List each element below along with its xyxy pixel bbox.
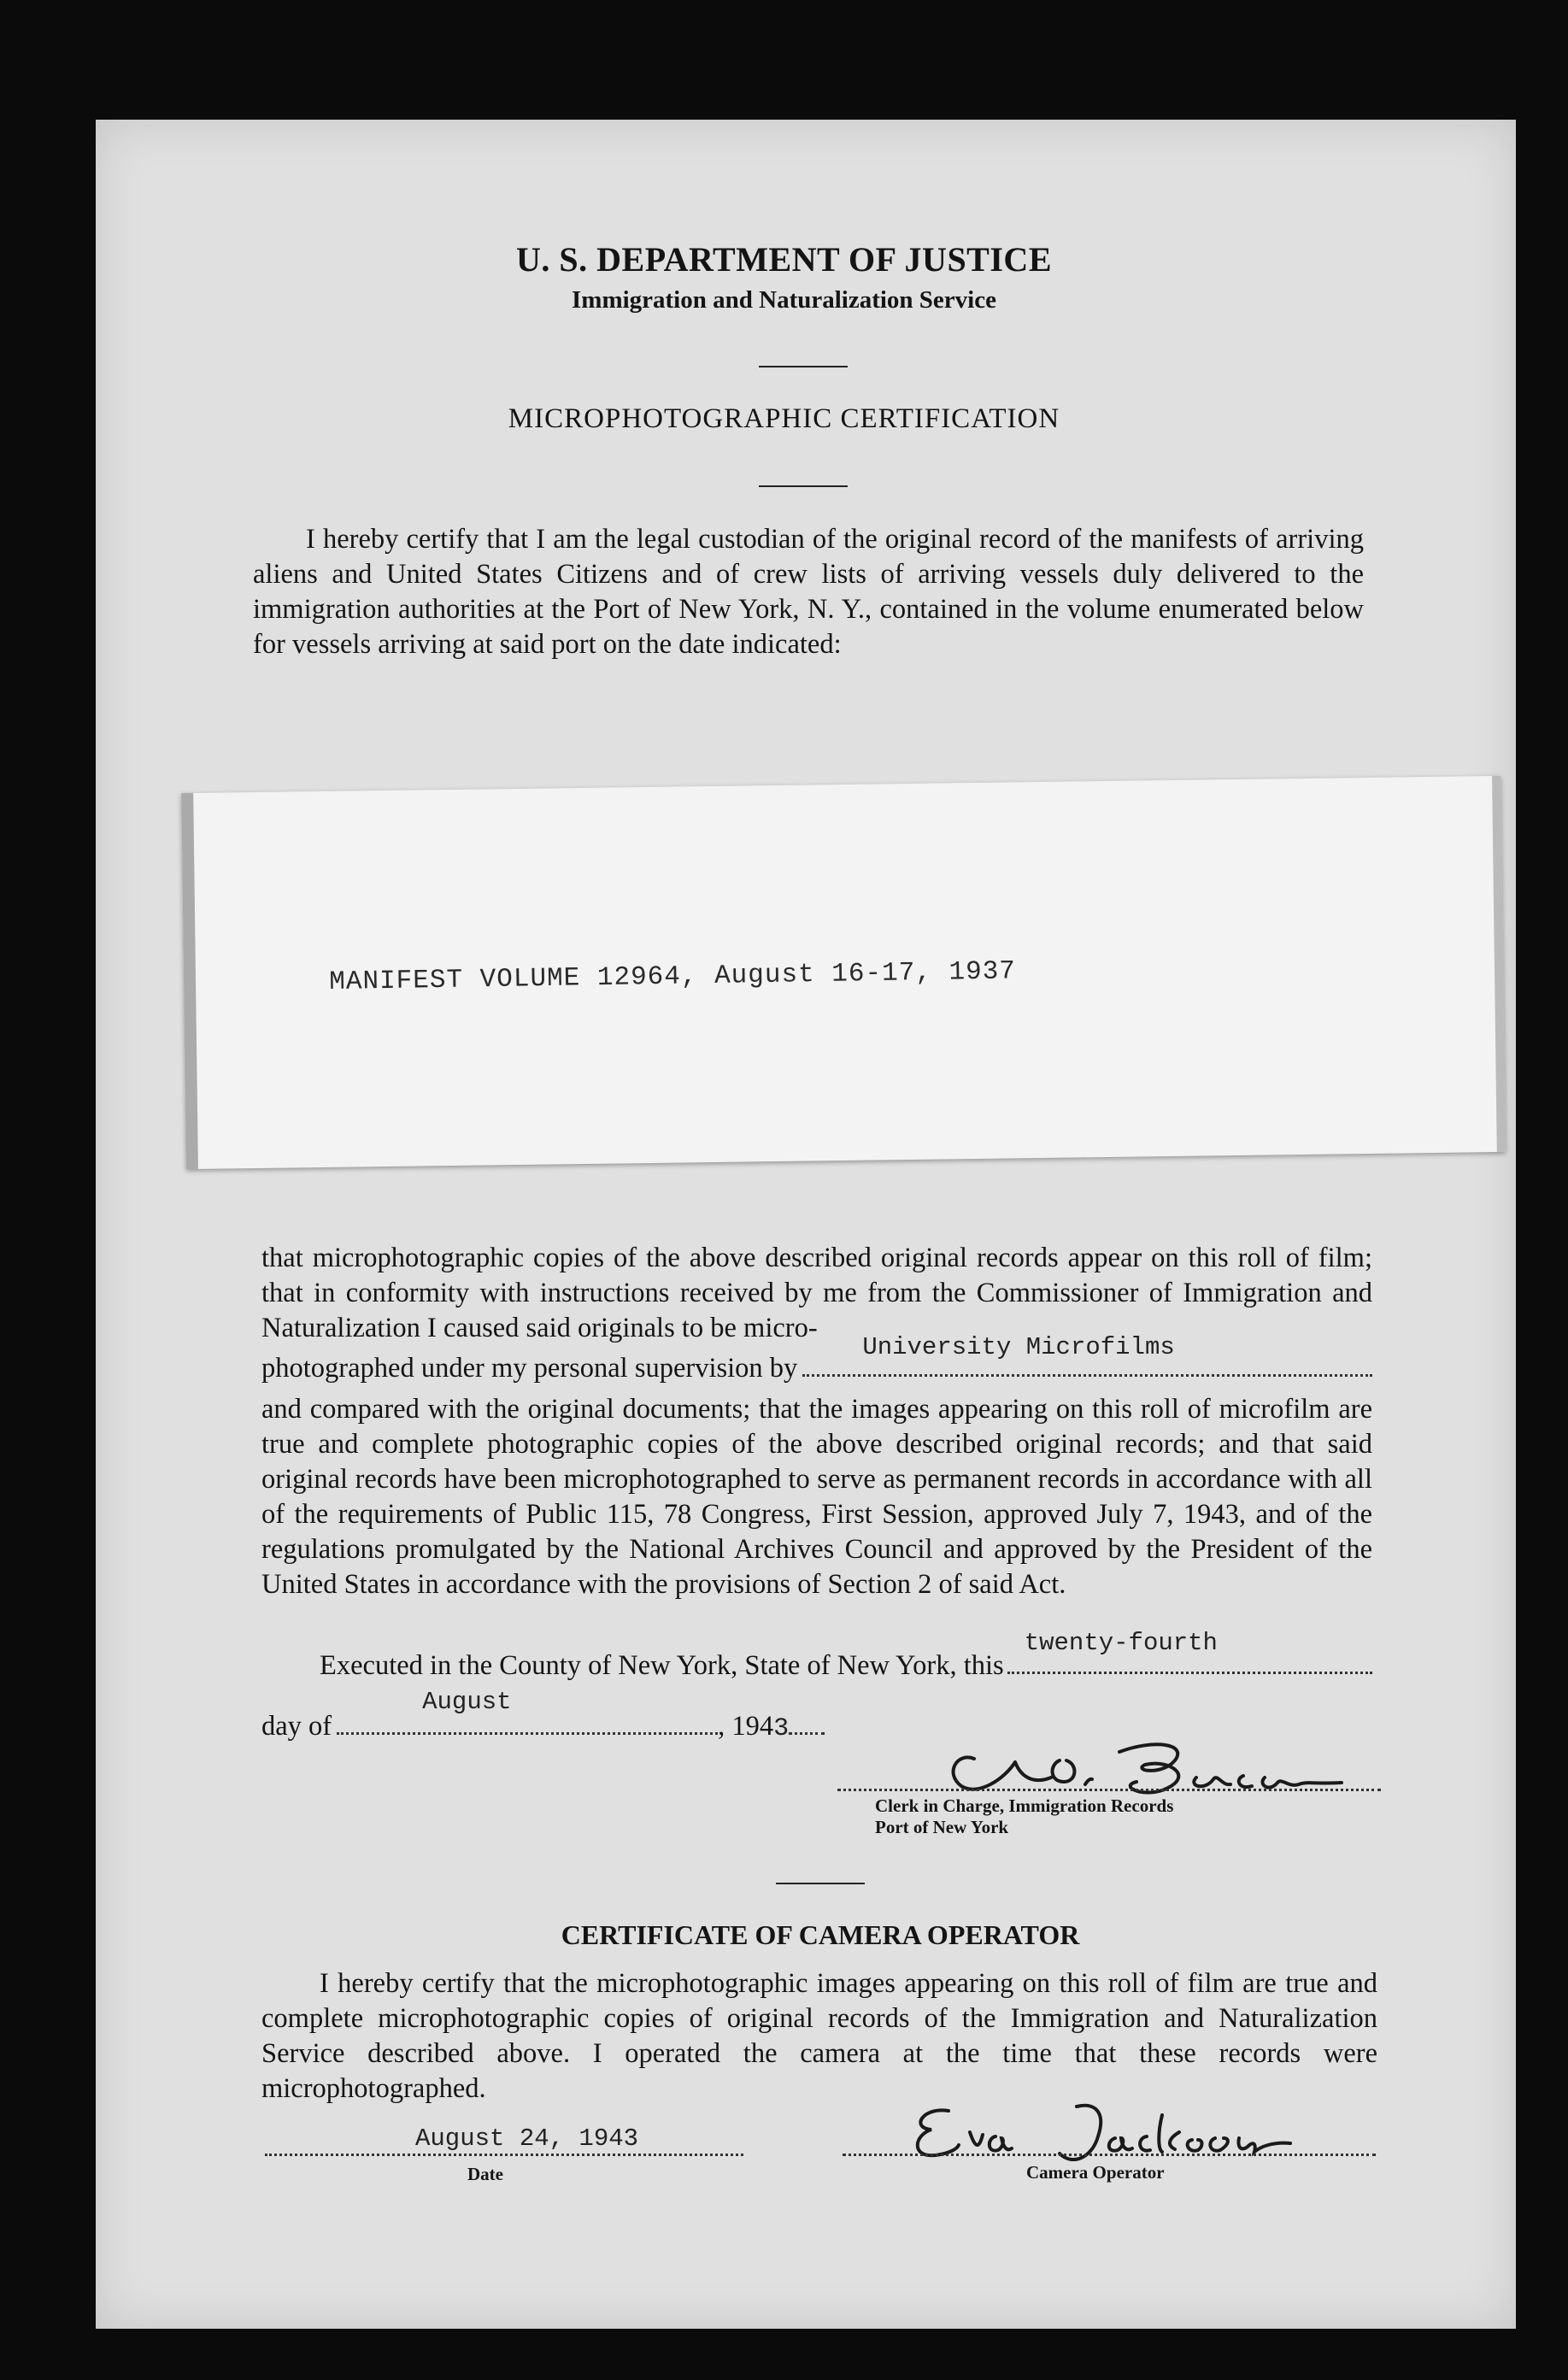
executed-day-field [1007,1629,1372,1674]
divider-bottom [776,1883,865,1884]
supervision-line [261,1333,1372,1386]
executed-label: Executed in the County of New York, State of New York, this [320,1650,1004,1681]
month-typed: August [422,1688,512,1716]
divider-middle [759,485,848,487]
manifest-volume-text: MANIFEST VOLUME 12964, August 16-17, 1937 [329,956,1017,997]
executed-line [320,1629,1372,1684]
clerk-title-line2: Port of New York [875,1817,1009,1837]
supervisor-field [802,1333,1372,1377]
year-prefix: , 194 [718,1711,774,1742]
body-paragraph-rest: and compared with the original documents; that the images appearing on this roll of microfilm are true and complete photographic copies of the above described original records; and that said original records have been microphotographed to serve as permanent records in accordance with all of the requirements of Public 115, 78 Congress, First Session, approved July 7, 1943, and of the regulations promulgated by the National Archives Council and approved by the President of the United States in accordance with the provisions of Section 2 of said Act. [261,1394,1372,1600]
day-of-line [261,1688,825,1747]
divider-top [759,366,848,367]
month-field [337,1688,718,1735]
operator-label: Camera Operator [1026,2162,1165,2183]
operator-signature-line [843,2154,1376,2156]
camera-date-typed: August 24, 1943 [415,2124,639,2153]
day-of-label: day of [261,1711,332,1742]
body-paragraph-start: that microphotographic copies of the above described original records appear on this roll of film; that in conformity with instructions received by me from the Commissioner of Immigration and Naturalization I caused said originals to be micro- [261,1243,1372,1343]
year-dots [789,1707,825,1735]
intro-paragraph: I hereby certify that I am the legal custodian of the original record of the manifests of arriving aliens and United States Citizens and of crew lists of arriving vessels duly delivered to the immigration authorities at the Port of New York, N. Y., contained in the volume enumerated below for vessels arriving at said port on the date indicated: [253,524,1364,660]
year-typed: 3 [773,1714,790,1743]
clerk-title-line1: Clerk in Charge, Immigration Records [875,1795,1174,1816]
certification-title: MICROPHOTOGRAPHIC CERTIFICATION [508,403,1060,434]
date-line [265,2154,743,2156]
supervisor-typed: University Microfilms [862,1333,1175,1361]
camera-certificate-paragraph: I hereby certify that the microphotographic images appearing on this roll of film are true and complete microphotographic copies of original records of the Immigration and Naturalization Service described above. I operated the camera at the time that these records were microphotographed. [261,1968,1377,2104]
date-label: Date [467,2164,503,2184]
service-subheading: Immigration and Naturalization Service [572,286,996,314]
department-heading: U. S. DEPARTMENT OF JUSTICE [516,240,1052,279]
supervision-label: photographed under my personal supervision by [261,1353,798,1384]
executed-day-typed: twenty-fourth [1024,1629,1218,1657]
clerk-signature-line [837,1789,1381,1791]
camera-certificate-title: CERTIFICATE OF CAMERA OPERATOR [561,1919,1080,1950]
